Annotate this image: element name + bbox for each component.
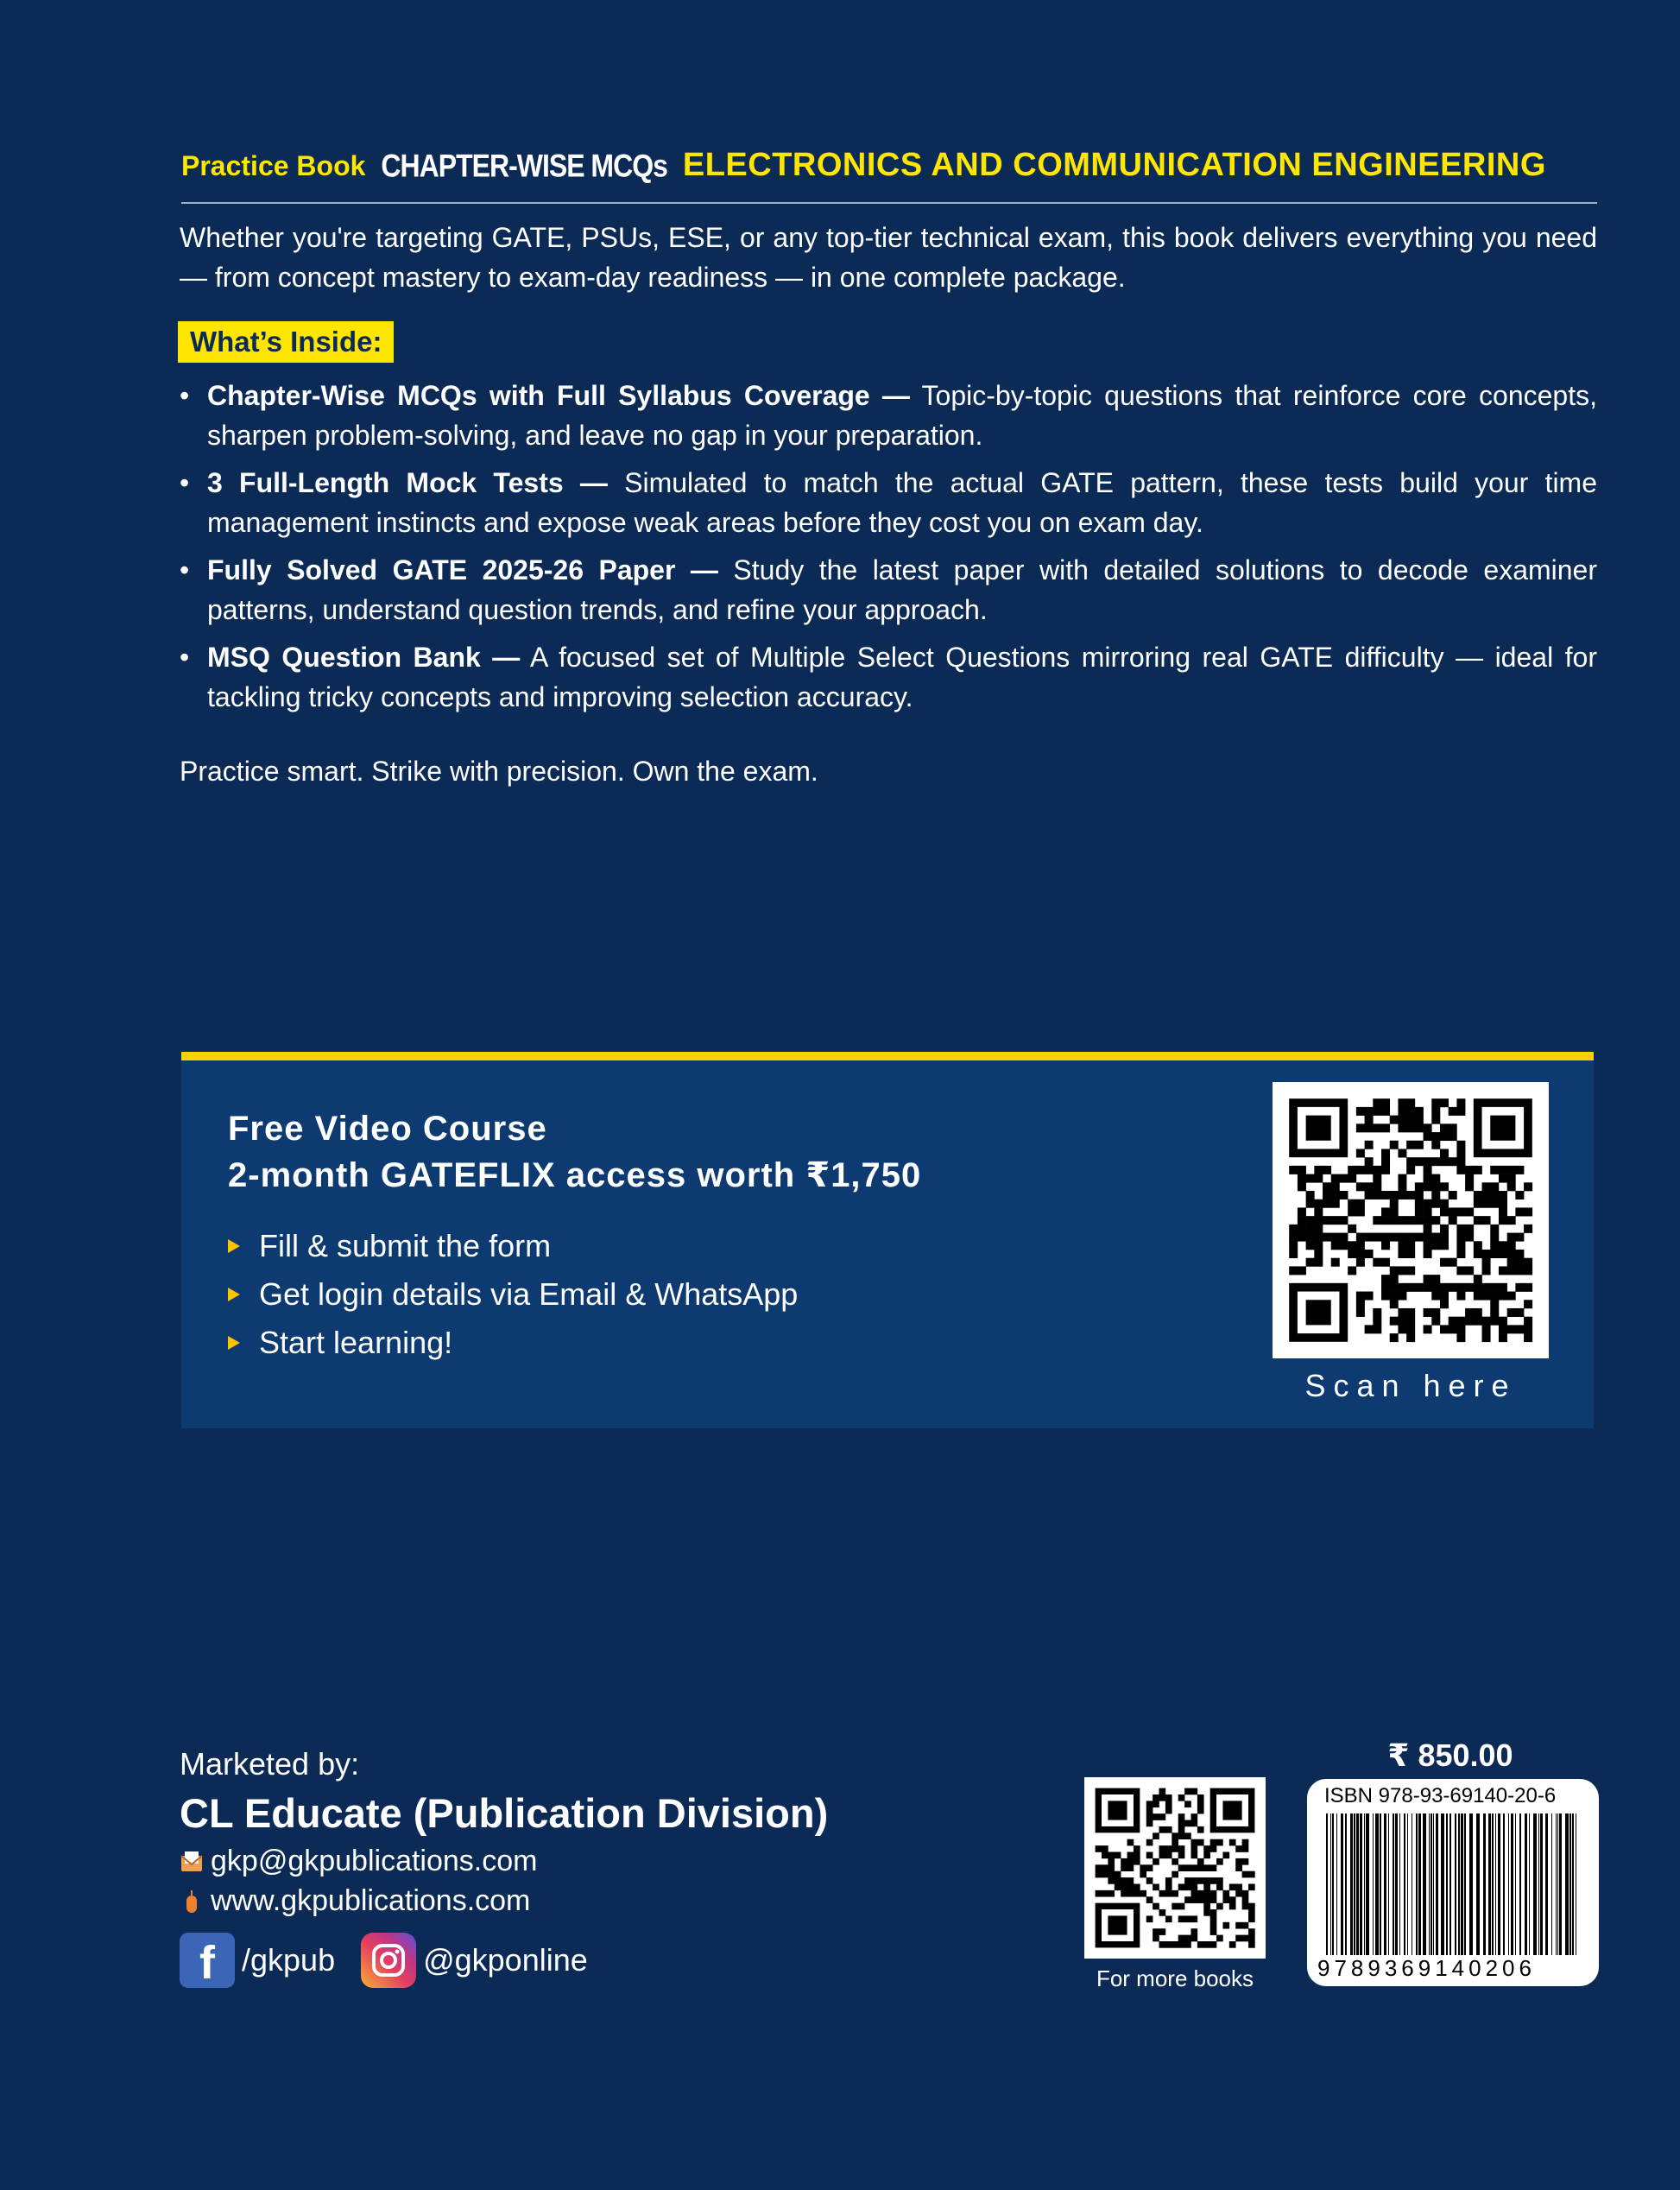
- marketed-by-label: Marketed by:: [180, 1746, 360, 1782]
- item-heading: Fully Solved GATE 2025-26 Paper —: [207, 554, 718, 585]
- triangle-bullet-icon: [228, 1336, 240, 1350]
- book-header: [181, 147, 1597, 204]
- more-books-label: For more books: [1096, 1965, 1254, 1991]
- instagram-handle[interactable]: @gkponline: [423, 1942, 588, 1978]
- instagram-icon[interactable]: [361, 1933, 416, 1988]
- qr-code-icon[interactable]: [1273, 1082, 1549, 1358]
- item-heading: MSQ Question Bank —: [207, 642, 521, 673]
- subject-title: ELECTRONICS AND COMMUNICATION ENGINEERING: [682, 147, 1546, 183]
- practice-book-label: Practice Book: [181, 150, 366, 181]
- bullet-icon: •: [180, 380, 190, 411]
- website-url[interactable]: www.gkpublications.com: [211, 1884, 531, 1917]
- triangle-bullet-icon: [228, 1239, 240, 1253]
- facebook-handle[interactable]: /gkpub: [242, 1942, 336, 1978]
- closing-tagline: Practice smart. Strike with precision. Own the exam.: [180, 756, 818, 787]
- website-contact[interactable]: [180, 1884, 530, 1918]
- barcode-number: 9789369140206: [1317, 1955, 1536, 1981]
- bullet-icon: •: [180, 554, 190, 585]
- mouse-icon: [180, 1889, 204, 1915]
- intro-paragraph: Whether you're targeting GATE, PSUs, ESE, or any top-tier technical exam, this book delivers everything you need — from concept mastery to exam-day readiness — in one complete package.: [180, 222, 1597, 293]
- email-address[interactable]: gkp@gkpublications.com: [211, 1845, 538, 1877]
- mail-icon: [180, 1849, 204, 1875]
- item-text: Topic-by-topic questions that reinforce core concepts, sharpen problem-solving, and leave no gap in your preparation.: [207, 380, 1598, 451]
- course-step: [228, 1228, 551, 1264]
- course-step-label: Get login details via Email & WhatsApp: [259, 1276, 799, 1312]
- email-contact[interactable]: [180, 1845, 537, 1878]
- company-name: CL Educate (Publication Division): [180, 1790, 829, 1836]
- item-heading: 3 Full-Length Mock Tests —: [207, 467, 608, 498]
- bullet-icon: •: [180, 642, 190, 673]
- scan-here-label: Scan here: [1304, 1368, 1517, 1403]
- item-text: Study the latest paper with detailed solutions to decode examiner patterns, understand question trends, and refine your approach.: [207, 554, 1598, 625]
- price-label: ₹ 850.00: [1387, 1737, 1513, 1773]
- item-text: Simulated to match the actual GATE pattern, these tests build your time management instincts and expose weak areas before they cost you on exam day.: [207, 467, 1598, 538]
- item-heading: Chapter-Wise MCQs with Full Syllabus Coverage —: [207, 380, 910, 411]
- isbn-barcode: [1307, 1779, 1599, 1986]
- course-step: [228, 1276, 798, 1313]
- chapter-wise-label: CHAPTER-WISE MCQs: [381, 148, 667, 184]
- item-text: A focused set of Multiple Select Questions mirroring real GATE difficulty — ideal for tackling tricky concepts and improving selection accuracy.: [207, 642, 1598, 712]
- list-item: [180, 550, 1597, 630]
- social-links: [180, 1933, 588, 1988]
- list-item: [180, 376, 1597, 455]
- bullet-icon: •: [180, 467, 190, 498]
- list-item: [180, 637, 1597, 717]
- video-course-title: Free Video Course: [228, 1110, 547, 1148]
- video-course-subtitle: 2-month GATEFLIX access worth ₹1,750: [228, 1156, 922, 1194]
- course-step-label: Start learning!: [259, 1325, 453, 1360]
- barcode-icon: [1326, 1813, 1582, 1955]
- whats-inside-badge: What’s Inside:: [178, 321, 394, 363]
- triangle-bullet-icon: [228, 1288, 240, 1301]
- more-books-qr-icon[interactable]: [1084, 1777, 1266, 1959]
- course-step-label: Fill & submit the form: [259, 1228, 552, 1263]
- isbn-text: ISBN 978-93-69140-20-6: [1324, 1784, 1557, 1807]
- facebook-icon[interactable]: f: [180, 1933, 235, 1988]
- course-step: [228, 1325, 452, 1361]
- list-item: [180, 463, 1597, 542]
